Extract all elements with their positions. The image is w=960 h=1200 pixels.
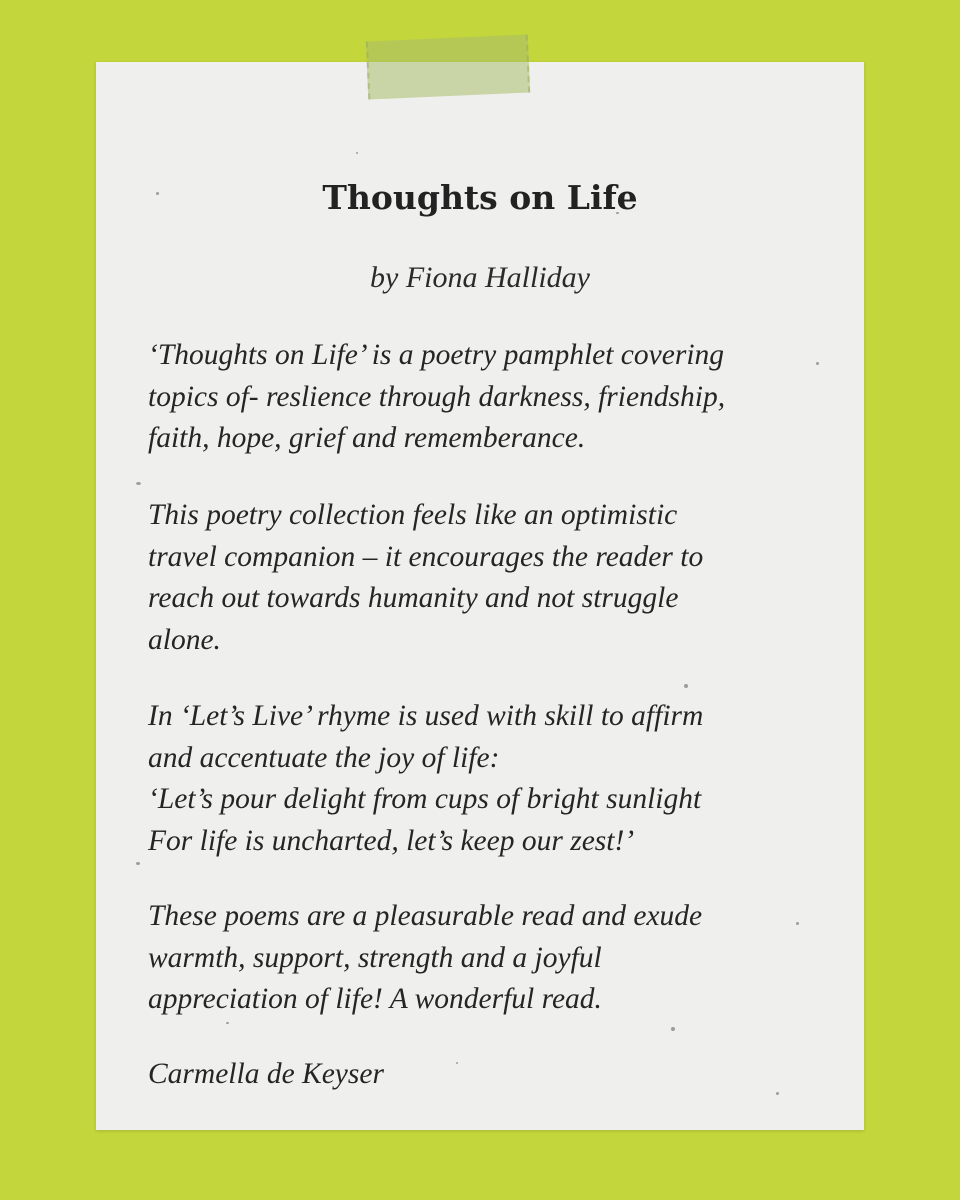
paragraph-line: In ‘Let’s Live’ rhyme is used with skill to affirm xyxy=(148,700,704,732)
washi-tape xyxy=(366,34,530,99)
quote-line: For life is uncharted, let’s keep our zest!’ xyxy=(148,824,635,857)
paragraph-line: alone. xyxy=(148,623,221,656)
paragraph-line: topics of- reslience through darkness, friendship, xyxy=(148,380,726,413)
paragraph-companion xyxy=(148,495,838,661)
quote-line: ‘Let’s pour delight from cups of bright sunlight xyxy=(148,783,702,815)
signature-name: Carmella de Keyser xyxy=(148,1058,384,1090)
paragraph-line: appreciation of life! A wonderful read. xyxy=(148,983,602,1015)
page-title: Thoughts on Life xyxy=(322,178,638,217)
paragraph-intro xyxy=(148,335,838,460)
paragraph-line: This poetry collection feels like an optimistic xyxy=(148,499,678,531)
paragraph-lets-live xyxy=(148,696,838,862)
paragraph-line: warmth, support, strength and a joyful xyxy=(148,941,602,974)
paragraph-line: ‘Thoughts on Life’ is a poetry pamphlet covering xyxy=(148,339,725,371)
paragraph-line: travel companion – it encourages the reader to xyxy=(148,540,704,573)
paragraph-line: and accentuate the joy of life: xyxy=(148,741,500,774)
author-byline: by Fiona Halliday xyxy=(370,261,590,294)
paragraph-conclusion xyxy=(148,896,838,1021)
paragraph-line: These poems are a pleasurable read and exude xyxy=(148,900,703,932)
paragraph-line: faith, hope, grief and rememberance. xyxy=(148,422,586,454)
paragraph-line: reach out towards humanity and not struggle xyxy=(148,582,679,614)
reviewer-signature xyxy=(148,1054,838,1096)
